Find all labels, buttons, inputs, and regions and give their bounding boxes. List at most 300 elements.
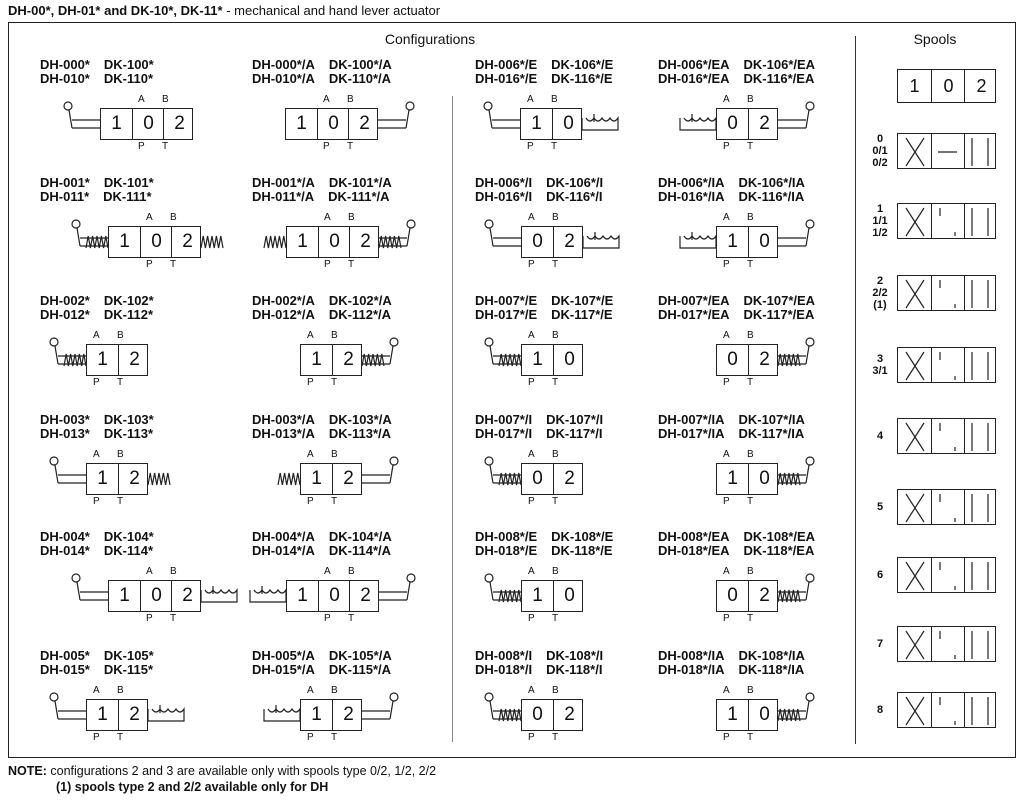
config-label	[658, 413, 805, 441]
port-b-label: B	[747, 94, 754, 105]
valve-symbol	[108, 580, 201, 612]
spool-symbol	[897, 557, 996, 593]
dh-code: DH-006*/E	[475, 57, 538, 72]
port-b-label: B	[162, 94, 169, 105]
spool-flow-paths	[898, 348, 997, 384]
dh-code: DH-000*/A	[252, 57, 315, 72]
spool-type-label: 1 1/1 1/2	[872, 203, 888, 239]
port-p-label: P	[723, 496, 730, 507]
dk-code: DK-106*/EA	[743, 57, 816, 72]
valve-symbol	[520, 108, 582, 140]
port-t-label: T	[348, 259, 355, 270]
position-cell: 1	[727, 704, 738, 725]
port-a-label: A	[93, 330, 100, 341]
port-t-label: T	[552, 496, 559, 507]
dk-code: DK-104*	[103, 529, 154, 544]
port-t-label: T	[552, 259, 559, 270]
port-a-label: A	[93, 685, 100, 696]
valve-symbol	[86, 699, 148, 731]
config-label	[40, 649, 154, 677]
dk-code: DK-102*	[103, 293, 154, 308]
port-p-label: P	[324, 613, 331, 624]
position-cell: 0	[727, 349, 738, 370]
config-label	[40, 176, 154, 204]
dh-code: DH-008*/I	[475, 648, 533, 663]
spool-symbol	[897, 626, 996, 662]
valve-symbol	[716, 463, 778, 495]
dk-code: DK-104*/A	[328, 529, 392, 544]
port-a-label: A	[528, 685, 535, 696]
port-a-label: A	[307, 449, 314, 460]
spool-type-label: 0 0/1 0/2	[872, 133, 888, 169]
port-a-label: A	[323, 94, 330, 105]
dk-code: DK-100*	[103, 57, 154, 72]
position-cell: 1	[297, 585, 308, 606]
port-t-label: T	[347, 141, 354, 152]
port-t-label: T	[331, 377, 338, 388]
port-p-label: P	[324, 259, 331, 270]
port-p-label: P	[93, 732, 100, 743]
position-cell: 0	[140, 581, 172, 611]
dh-code: DH-012*	[40, 307, 90, 322]
position-cell: 0	[552, 109, 584, 139]
page-title: DH-00*, DH-01* and DK-10*, DK-11* - mechanical and hand lever actuator	[8, 3, 441, 18]
spool-flow-paths	[898, 627, 997, 663]
port-p-label: P	[307, 496, 314, 507]
port-p-label: P	[307, 732, 314, 743]
dh-code: DH-004*	[40, 529, 90, 544]
position-cell: 0	[318, 227, 350, 257]
port-p-label: P	[93, 496, 100, 507]
port-p-label: P	[723, 732, 730, 743]
position-cell: 0	[931, 70, 965, 102]
position-cell: 0	[748, 464, 780, 494]
port-t-label: T	[162, 141, 169, 152]
port-p-label: P	[93, 377, 100, 388]
port-p-label: P	[528, 496, 535, 507]
dh-code: DH-016*/I	[475, 189, 533, 204]
dh-code: DH-002*	[40, 293, 90, 308]
spool-symbol	[897, 203, 996, 239]
position-cell: 0	[748, 700, 780, 730]
dh-code: DH-004*/A	[252, 529, 315, 544]
position-cell: 2	[748, 345, 780, 375]
dh-code: DH-010*	[40, 71, 90, 86]
position-cell: 0	[727, 585, 738, 606]
port-a-label: A	[528, 449, 535, 460]
position-cell: 1	[97, 349, 108, 370]
spool-type-label: 3 3/1	[872, 353, 888, 377]
position-cell: 2	[118, 464, 150, 494]
port-a-label: A	[146, 212, 153, 223]
dh-code: DH-011*	[40, 189, 90, 204]
port-t-label: T	[747, 732, 754, 743]
dh-code: DH-007*/IA	[658, 412, 725, 427]
dk-code: DK-107*/E	[551, 293, 614, 308]
dk-code: DK-118*/E	[551, 543, 613, 558]
port-b-label: B	[747, 685, 754, 696]
dk-code: DK-103*	[103, 412, 154, 427]
spool-symbol	[897, 133, 996, 169]
dk-code: DK-116*/E	[551, 71, 613, 86]
port-t-label: T	[170, 613, 177, 624]
dk-code: DK-105*/A	[328, 648, 392, 663]
dh-code: DH-017*/IA	[658, 426, 725, 441]
config-label	[658, 649, 805, 677]
dh-code: DH-016*/EA	[658, 71, 730, 86]
port-a-label: A	[93, 449, 100, 460]
position-cell: 1	[727, 468, 738, 489]
dk-code: DK-108*/EA	[743, 529, 816, 544]
valve-symbol	[521, 463, 583, 495]
port-a-label: A	[527, 94, 534, 105]
valve-symbol	[285, 108, 378, 140]
position-cell: 1	[531, 113, 542, 134]
dh-code: DH-006*/I	[475, 175, 533, 190]
dh-code: DH-001*/A	[252, 175, 315, 190]
dh-code: DH-015*	[40, 662, 90, 677]
spool-flow-paths	[898, 134, 997, 170]
port-b-label: B	[117, 449, 124, 460]
config-label	[40, 58, 154, 86]
position-cell: 0	[727, 113, 738, 134]
position-cell: 2	[171, 227, 203, 257]
spool-symbol	[897, 347, 996, 383]
port-p-label: P	[138, 141, 145, 152]
dk-code: DK-112*	[103, 307, 153, 322]
position-cell: 2	[553, 464, 585, 494]
config-label	[475, 413, 603, 441]
port-b-label: B	[331, 449, 338, 460]
port-b-label: B	[747, 330, 754, 341]
config-label	[475, 176, 603, 204]
port-t-label: T	[331, 496, 338, 507]
port-a-label: A	[324, 212, 331, 223]
dh-code: DH-017*/E	[475, 307, 538, 322]
port-b-label: B	[747, 449, 754, 460]
position-cell: 1	[909, 75, 920, 96]
dk-code: DK-110*	[103, 71, 153, 86]
port-b-label: B	[117, 330, 124, 341]
position-cell: 0	[748, 227, 780, 257]
port-t-label: T	[552, 732, 559, 743]
dk-code: DK-107*/I	[546, 412, 604, 427]
port-a-label: A	[324, 566, 331, 577]
port-b-label: B	[552, 685, 559, 696]
dk-code: DK-116*/I	[546, 189, 603, 204]
valve-symbol	[521, 699, 583, 731]
spool-flow-paths	[898, 490, 997, 526]
dk-code: DK-114*/A	[328, 543, 391, 558]
section-divider	[855, 36, 856, 744]
spool-flow-paths	[898, 419, 997, 455]
position-cell: 0	[532, 231, 543, 252]
valve-symbol	[521, 226, 583, 258]
config-label	[40, 294, 154, 322]
port-b-label: B	[348, 212, 355, 223]
port-a-label: A	[528, 212, 535, 223]
port-t-label: T	[747, 377, 754, 388]
port-t-label: T	[747, 496, 754, 507]
column-divider	[452, 96, 453, 742]
dk-code: DK-101*/A	[328, 175, 392, 190]
valve-symbol	[300, 699, 362, 731]
dk-code: DK-115*	[103, 662, 153, 677]
spool-symbol	[897, 489, 996, 525]
spool-type-label: 4	[876, 430, 884, 442]
spool-flow-paths	[898, 693, 997, 729]
position-cell: 2	[349, 581, 381, 611]
config-label	[475, 649, 603, 677]
dh-code: DH-006*/EA	[658, 57, 730, 72]
config-label	[252, 530, 392, 558]
port-p-label: P	[528, 732, 535, 743]
dk-code: DK-113*/A	[328, 426, 391, 441]
port-a-label: A	[307, 330, 314, 341]
port-t-label: T	[747, 613, 754, 624]
config-label	[40, 530, 154, 558]
position-cell: 2	[332, 700, 364, 730]
dh-code: DH-011*/A	[252, 189, 315, 204]
port-a-label: A	[723, 330, 730, 341]
dk-code: DK-103*/A	[328, 412, 392, 427]
port-p-label: P	[323, 141, 330, 152]
config-label	[252, 413, 392, 441]
dh-code: DH-018*/I	[475, 662, 533, 677]
position-cell: 1	[119, 231, 130, 252]
port-b-label: B	[552, 566, 559, 577]
port-a-label: A	[723, 212, 730, 223]
port-a-label: A	[723, 94, 730, 105]
footnote: NOTE: configurations 2 and 3 are available only with spools type 0/2, 1/2, 2/2 (1) spools type 2 and 2/2 available only for DH	[8, 764, 437, 794]
port-b-label: B	[117, 685, 124, 696]
dk-code: DK-117*/IA	[738, 426, 805, 441]
dh-code: DH-007*/EA	[658, 293, 730, 308]
valve-symbol	[521, 344, 583, 376]
spool-type-label: 5	[876, 501, 884, 513]
port-b-label: B	[747, 566, 754, 577]
position-cell: 0	[553, 581, 585, 611]
valve-symbol	[86, 463, 148, 495]
dh-code: DH-016*/IA	[658, 189, 725, 204]
port-p-label: P	[146, 613, 153, 624]
valve-symbol	[716, 699, 778, 731]
config-label	[252, 176, 392, 204]
port-b-label: B	[331, 685, 338, 696]
position-cell: 1	[119, 585, 130, 606]
dh-code: DH-013*	[40, 426, 90, 441]
config-label	[252, 58, 392, 86]
port-t-label: T	[331, 732, 338, 743]
port-a-label: A	[723, 685, 730, 696]
dk-code: DK-108*/I	[546, 648, 604, 663]
valve-symbol	[100, 108, 193, 140]
spool-flow-paths	[898, 558, 997, 594]
spool-header-symbol	[897, 69, 996, 103]
port-p-label: P	[723, 259, 730, 270]
port-p-label: P	[146, 259, 153, 270]
spool-type-label: 6	[876, 569, 884, 581]
valve-symbol	[300, 463, 362, 495]
dh-code: DH-014*	[40, 543, 90, 558]
dk-code: DK-113*	[103, 426, 153, 441]
spool-flow-paths	[898, 204, 997, 240]
port-p-label: P	[528, 377, 535, 388]
port-t-label: T	[117, 377, 124, 388]
port-b-label: B	[170, 212, 177, 223]
spool-type-label: 2 2/2 (1)	[872, 275, 888, 311]
config-label	[658, 58, 815, 86]
valve-symbol	[286, 226, 379, 258]
dk-code: DK-107*/EA	[743, 293, 816, 308]
port-a-label: A	[146, 566, 153, 577]
port-t-label: T	[747, 259, 754, 270]
config-label	[475, 58, 613, 86]
port-t-label: T	[552, 377, 559, 388]
port-p-label: P	[723, 141, 730, 152]
spools-heading: Spools	[913, 31, 957, 47]
dk-code: DK-111*/A	[328, 189, 390, 204]
dk-code: DK-117*/I	[546, 426, 603, 441]
position-cell: 0	[532, 704, 543, 725]
position-cell: 2	[348, 109, 380, 139]
port-p-label: P	[723, 613, 730, 624]
config-label	[252, 294, 392, 322]
dk-code: DK-110*/A	[328, 71, 391, 86]
port-t-label: T	[117, 496, 124, 507]
spool-symbol	[897, 692, 996, 728]
dk-code: DK-118*/EA	[743, 543, 815, 558]
valve-symbol	[86, 344, 148, 376]
spool-symbol	[897, 418, 996, 454]
port-b-label: B	[348, 566, 355, 577]
dh-code: DH-005*/A	[252, 648, 315, 663]
position-cell: 2	[964, 70, 998, 102]
port-b-label: B	[552, 449, 559, 460]
position-cell: 1	[97, 468, 108, 489]
position-cell: 1	[311, 349, 322, 370]
position-cell: 1	[111, 113, 122, 134]
config-label	[658, 176, 805, 204]
dh-code: DH-015*/A	[252, 662, 315, 677]
dk-code: DK-116*/EA	[743, 71, 815, 86]
dh-code: DH-005*	[40, 648, 90, 663]
position-cell: 1	[297, 231, 308, 252]
port-b-label: B	[347, 94, 354, 105]
valve-symbol	[716, 108, 778, 140]
dk-code: DK-100*/A	[328, 57, 392, 72]
port-b-label: B	[551, 94, 558, 105]
position-cell: 0	[318, 581, 350, 611]
position-cell: 2	[553, 700, 585, 730]
port-t-label: T	[348, 613, 355, 624]
position-cell: 0	[132, 109, 164, 139]
dh-code: DH-001*	[40, 175, 90, 190]
dk-code: DK-106*/I	[546, 175, 604, 190]
dh-code: DH-017*/I	[475, 426, 533, 441]
dh-code: DH-018*/E	[475, 543, 538, 558]
dk-code: DK-102*/A	[328, 293, 392, 308]
dh-code: DH-007*/I	[475, 412, 533, 427]
position-cell: 0	[553, 345, 585, 375]
position-cell: 2	[349, 227, 381, 257]
dh-code: DH-018*/IA	[658, 662, 725, 677]
valve-symbol	[286, 580, 379, 612]
port-p-label: P	[528, 259, 535, 270]
dh-code: DH-014*/A	[252, 543, 315, 558]
position-cell: 2	[171, 581, 203, 611]
config-label	[40, 413, 154, 441]
port-t-label: T	[551, 141, 558, 152]
dh-code: DH-002*/A	[252, 293, 315, 308]
port-a-label: A	[307, 685, 314, 696]
port-t-label: T	[117, 732, 124, 743]
position-cell: 2	[748, 581, 780, 611]
dh-code: DH-012*/A	[252, 307, 315, 322]
configurations-heading: Configurations	[384, 31, 476, 47]
dk-code: DK-116*/IA	[738, 189, 805, 204]
position-cell: 1	[311, 704, 322, 725]
position-cell: 2	[163, 109, 195, 139]
port-p-label: P	[723, 377, 730, 388]
dh-code: DH-013*/A	[252, 426, 315, 441]
dh-code: DH-006*/IA	[658, 175, 725, 190]
position-cell: 2	[332, 345, 364, 375]
dh-code: DH-008*/EA	[658, 529, 730, 544]
dk-code: DK-107*/IA	[738, 412, 805, 427]
spool-type-label: 7	[876, 638, 884, 650]
port-b-label: B	[331, 330, 338, 341]
position-cell: 0	[140, 227, 172, 257]
port-b-label: B	[552, 212, 559, 223]
port-a-label: A	[723, 566, 730, 577]
position-cell: 1	[311, 468, 322, 489]
port-b-label: B	[747, 212, 754, 223]
valve-symbol	[716, 226, 778, 258]
port-p-label: P	[307, 377, 314, 388]
dk-code: DK-114*	[103, 543, 153, 558]
port-b-label: B	[552, 330, 559, 341]
position-cell: 1	[97, 704, 108, 725]
port-a-label: A	[723, 449, 730, 460]
position-cell: 1	[532, 349, 543, 370]
config-label	[658, 294, 815, 322]
position-cell: 2	[118, 700, 150, 730]
port-b-label: B	[170, 566, 177, 577]
dk-code: DK-117*/EA	[743, 307, 815, 322]
spool-flow-paths	[898, 276, 997, 312]
dk-code: DK-111*	[103, 189, 152, 204]
position-cell: 1	[727, 231, 738, 252]
dh-code: DH-016*/E	[475, 71, 538, 86]
spool-type-label: 8	[876, 704, 884, 716]
position-cell: 1	[296, 113, 307, 134]
dk-code: DK-112*/A	[328, 307, 391, 322]
dh-code: DH-008*/E	[475, 529, 538, 544]
port-a-label: A	[528, 330, 535, 341]
port-t-label: T	[747, 141, 754, 152]
dh-code: DH-003*/A	[252, 412, 315, 427]
dk-code: DK-115*/A	[328, 662, 391, 677]
port-t-label: T	[552, 613, 559, 624]
valve-symbol	[716, 344, 778, 376]
dk-code: DK-117*/E	[551, 307, 613, 322]
dk-code: DK-101*	[103, 175, 154, 190]
dh-code: DH-008*/IA	[658, 648, 725, 663]
position-cell: 2	[553, 227, 585, 257]
position-cell: 2	[332, 464, 364, 494]
dh-code: DH-018*/EA	[658, 543, 730, 558]
